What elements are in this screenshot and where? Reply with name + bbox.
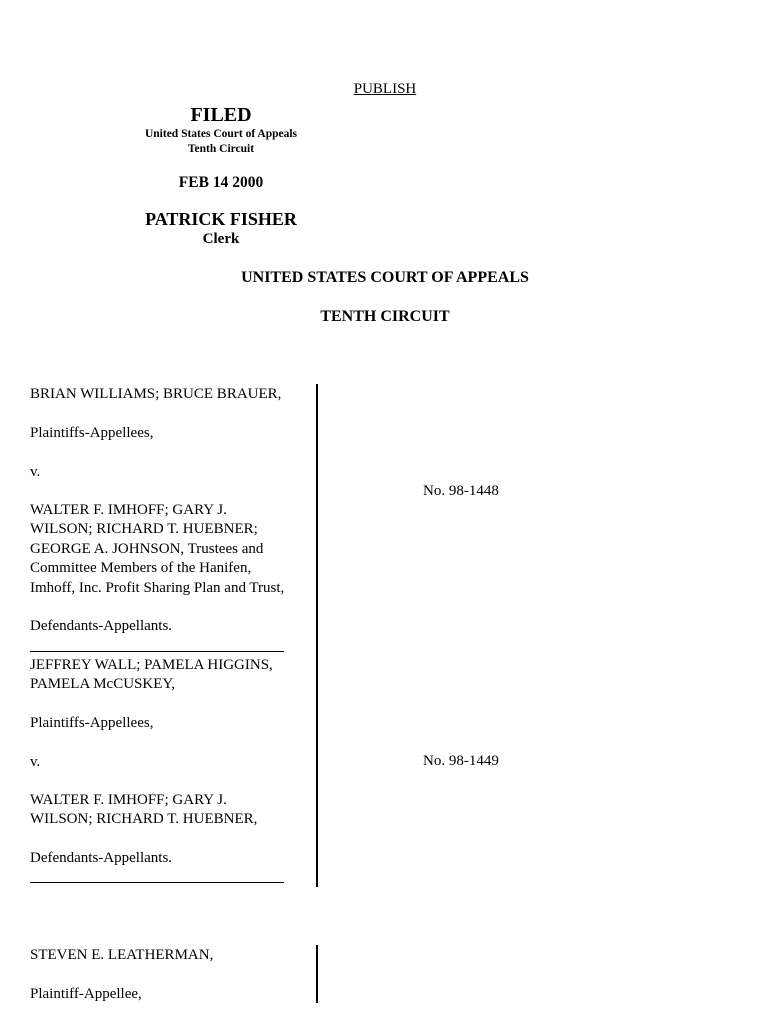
filed-stamp-circuit: Tenth Circuit [187,143,255,155]
case1-defendants-line: Imhoff, Inc. Profit Sharing Plan and Trust, [30,579,285,596]
clerk-title: Clerk [202,231,240,247]
case1-plaintiffs-role: Plaintiffs-Appellees, [30,425,154,441]
case2-defendants [30,791,315,830]
clerk-name: PATRICK FISHER [145,209,297,229]
case1-docket-number: No. 98-1448 [423,483,499,499]
case1-defendants-line: Committee Members of the Hanifen, [30,560,252,577]
filed-stamp-title: FILED [190,104,252,126]
case1-defendants [30,501,315,598]
case2-plaintiffs-role: Plaintiffs-Appellees, [30,715,154,731]
circuit-name: TENTH CIRCUIT [320,308,450,325]
case3-plaintiffs: STEVEN E. LEATHERMAN, [30,947,214,963]
case1-defendants-line: GEORGE A. JOHNSON, Trustees and [30,540,264,557]
case1-defendants-role: Defendants-Appellants. [30,618,173,634]
case3-plaintiffs-role: Plaintiff-Appellee, [30,986,142,1002]
case2-plaintiffs [30,656,315,695]
case1-plaintiffs: BRIAN WILLIAMS; BRUCE BRAUER, [30,386,282,402]
case2-defendants-line: WALTER F. IMHOFF; GARY J. [30,792,227,808]
case1-defendants-line: WILSON; RICHARD T. HUEBNER; [30,521,258,538]
case1-versus: v. [30,464,41,480]
publish-label: PUBLISH [353,81,417,97]
case2-separator-rule [30,882,284,883]
case2-plaintiffs-line: PAMELA McCUSKEY, [30,676,176,693]
case1-separator-rule [30,651,284,652]
filed-date: FEB 14 2000 [178,174,264,191]
case1-defendants-line: WALTER F. IMHOFF; GARY J. [30,502,227,518]
caption-divider-line [316,945,318,1003]
case2-plaintiffs-line: JEFFREY WALL; PAMELA HIGGINS, [30,657,273,673]
case2-defendants-line: WILSON; RICHARD T. HUEBNER, [30,811,258,828]
case2-defendants-role: Defendants-Appellants. [30,850,173,866]
case2-versus: v. [30,754,41,770]
filed-stamp-court: United States Court of Appeals [144,128,298,140]
caption-divider-line [316,384,318,887]
case2-docket-number: No. 98-1449 [423,753,499,769]
court-name: UNITED STATES COURT OF APPEALS [241,269,529,286]
